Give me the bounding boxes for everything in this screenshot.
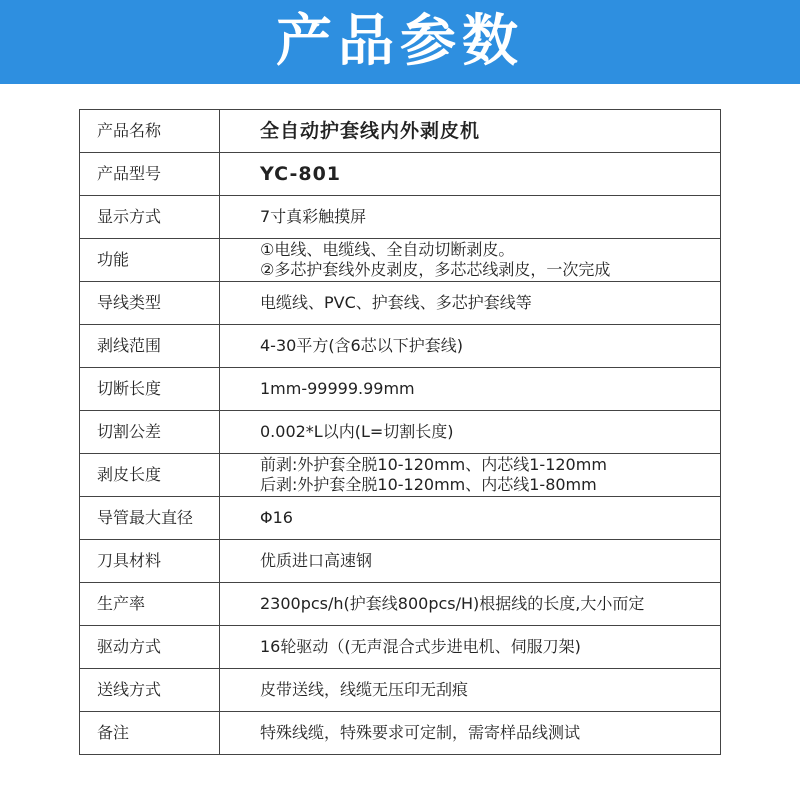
row-label: 刀具材料 <box>80 540 220 583</box>
row-value: 1mm-99999.99mm <box>220 368 721 411</box>
row-value-line: 后剥:外护套全脱10-120mm、内芯线1-80mm <box>260 475 597 494</box>
row-value: 特殊线缆，特殊要求可定制，需寄样品线测试 <box>220 712 721 755</box>
row-value-line: ②多芯护套线外皮剥皮，多芯芯线剥皮，一次完成 <box>260 260 611 279</box>
table-row <box>80 239 721 282</box>
row-value: 0.002*L以内(L=切割长度) <box>220 411 721 454</box>
table-row <box>80 153 721 196</box>
row-label: 切割公差 <box>80 411 220 454</box>
table-row <box>80 196 721 239</box>
row-label: 切断长度 <box>80 368 220 411</box>
table-row <box>80 325 721 368</box>
row-value: 电缆线、PVC、护套线、多芯护套线等 <box>220 282 721 325</box>
row-label: 驱动方式 <box>80 626 220 669</box>
table-row <box>80 540 721 583</box>
row-value: 4-30平方(含6芯以下护套线) <box>220 325 721 368</box>
header-banner <box>0 0 800 84</box>
row-value: 皮带送线，线缆无压印无刮痕 <box>220 669 721 712</box>
spec-table <box>79 109 721 755</box>
row-label: 导线类型 <box>80 282 220 325</box>
row-value-line: 前剥:外护套全脱10-120mm、内芯线1-120mm <box>260 455 607 474</box>
page-title: 产品参数 <box>276 9 524 74</box>
table-row <box>80 411 721 454</box>
row-label: 导管最大直径 <box>80 497 220 540</box>
table-row <box>80 282 721 325</box>
row-label: 产品型号 <box>80 153 220 196</box>
row-label: 剥皮长度 <box>80 454 220 497</box>
row-label: 显示方式 <box>80 196 220 239</box>
row-label: 剥线范围 <box>80 325 220 368</box>
row-label: 产品名称 <box>80 110 220 153</box>
row-value-line: ①电线、电缆线、全自动切断剥皮。 <box>260 240 515 259</box>
row-value: Φ16 <box>220 497 721 540</box>
row-value: YC-801 <box>220 153 721 196</box>
row-label: 生产率 <box>80 583 220 626</box>
row-label: 备注 <box>80 712 220 755</box>
table-row <box>80 454 721 497</box>
table-row <box>80 497 721 540</box>
table-row <box>80 626 721 669</box>
row-label: 送线方式 <box>80 669 220 712</box>
row-value: 16轮驱动（(无声混合式步进电机、伺服刀架) <box>220 626 721 669</box>
row-value <box>220 454 721 497</box>
row-value: 7寸真彩触摸屏 <box>220 196 721 239</box>
table-row <box>80 712 721 755</box>
table-row <box>80 669 721 712</box>
table-row <box>80 583 721 626</box>
row-value <box>220 239 721 282</box>
row-value: 2300pcs/h(护套线800pcs/H)根据线的长度,大小而定 <box>220 583 721 626</box>
row-label: 功能 <box>80 239 220 282</box>
row-value: 优质进口高速钢 <box>220 540 721 583</box>
table-row <box>80 368 721 411</box>
table-row <box>80 110 721 153</box>
row-value: 全自动护套线内外剥皮机 <box>220 110 721 153</box>
